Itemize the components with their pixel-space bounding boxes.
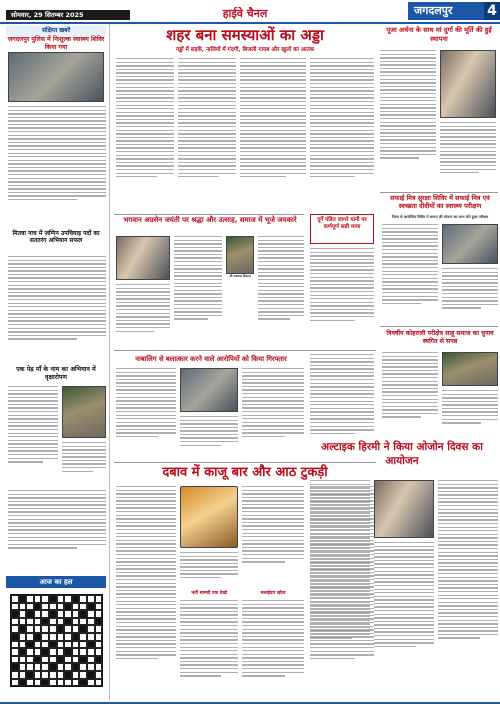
story3-body-right	[62, 442, 106, 484]
brief-headline: जगदलपुर पुलिस में निःशुल्क स्वास्थ्य शिविर किया गया	[7, 36, 105, 51]
right-story1-body-col2	[440, 122, 496, 188]
agrasen-photo-caption: श्री अग्रवाल विकास	[229, 274, 251, 278]
story3-photo	[62, 386, 106, 438]
main-body-col2	[178, 58, 236, 208]
story3-photo-main	[180, 368, 238, 412]
brand-title: हाईवे चैनल	[222, 7, 268, 20]
story4-box-label: भर्ती सामग्री एक देखो	[190, 591, 228, 596]
sahu-samaj-photo	[442, 352, 498, 386]
story5-body-col3	[438, 480, 498, 676]
story4-body-col3b	[242, 600, 304, 700]
brief-photo	[8, 52, 104, 102]
quiz-title: आज का हल	[6, 576, 106, 588]
story4-body-col1	[116, 486, 176, 700]
story3-body-col3	[242, 368, 304, 458]
divider	[380, 326, 498, 327]
brief-body	[8, 106, 106, 226]
main-headline: शहर बना समस्याओं का अड्डा	[166, 26, 324, 44]
main-subheadline: गड्ढों में सड़कें, नालियों में गंदगी, बिजली गायब और खुलों का आतंक	[175, 47, 315, 53]
left-column	[4, 24, 110, 700]
side-body	[310, 248, 374, 346]
agrasen-photo	[116, 236, 170, 280]
story2-body	[8, 256, 106, 364]
story3-headline: एक पेड़ माँ के नाम का अभियान में वृक्षारोपण	[16, 366, 96, 381]
divider	[114, 214, 304, 215]
main-body-col3	[240, 58, 306, 208]
story3-body-col2	[180, 416, 238, 458]
durga-idol-photo	[440, 50, 496, 118]
side-quote-box: दूर्गे पंडित जागरे यांनी पर कर्णपूर्ण सन्नी माया	[310, 214, 374, 244]
right-story2-headline: सफाई मित्र सुरक्षा शिविर में सफाई मित्र एवं स्वच्छता दीदीयों का स्वास्थ्य परीक्षण	[390, 194, 490, 210]
agrasen-photo-small	[226, 236, 254, 274]
page-number: 4	[484, 2, 500, 20]
story4-body-col2b	[180, 600, 238, 700]
story2-body-col3	[258, 236, 304, 346]
main-body-col4	[310, 58, 374, 208]
story2-headline-main: भगवान अग्रसेन जयंती पर श्रद्धा और उत्साह, समाज में भूजे जयकारे	[123, 216, 297, 224]
right-story3-body-col1	[382, 352, 438, 436]
main-body-col1	[116, 58, 174, 208]
issue-date: सोमवार, 29 सितम्बर 2025	[6, 10, 130, 20]
divider	[380, 192, 498, 193]
story3-headline-main: नाबालिग से बलात्कार करने वाले आरोपियों को किया गिरफ्तार	[135, 355, 287, 363]
story3-body-cont	[8, 490, 106, 570]
city-edition: जगदलपुर	[408, 2, 500, 20]
story3-body-col1	[116, 368, 176, 458]
story5-body-col1	[310, 480, 370, 676]
ozone-day-photo	[374, 480, 434, 538]
right-story1-headline: पूजा अर्चना के साथ मां दुर्गा की मूर्ति की हुई स्थापना	[386, 26, 492, 43]
story3-body	[8, 386, 58, 486]
story4-headline: दबाव में काजू बार और आठ टुकड़ी	[162, 465, 328, 480]
right-story2-body-col1	[382, 224, 438, 324]
divider	[114, 350, 376, 351]
right-story2-sub: नियम से आयोजित शिविर में शासन की योजना का लाभ दोने हुआ परीक्षण	[391, 215, 489, 219]
right-story3-body-col2	[442, 390, 498, 436]
crossword-grid	[10, 594, 103, 687]
story2-headline: मितवा नाच में जग्गिन उपचियाइ पदों का सततरंग अभियान सफल	[12, 230, 100, 244]
right-story1-body-col1	[380, 50, 436, 188]
footer-rule	[0, 702, 500, 704]
dry-fruits-photo	[180, 486, 238, 548]
health-camp-photo	[442, 224, 498, 264]
story2-body-col2	[174, 236, 222, 346]
story5-headline: अल्टाइक हिरमी ने किया ओजोन दिवस का आयोजन	[321, 441, 483, 467]
story5-body-col2	[374, 542, 434, 676]
story4-body-col2	[180, 552, 238, 588]
story4-body-col3	[242, 486, 304, 586]
brief-section-title: संक्षिप्त खबरें	[6, 26, 106, 36]
story2-body-col1	[116, 284, 170, 346]
right-story3-headline: त्रिवर्षीय कोहराली परीक्षेत्र साहू समाज का चुनाव स्थगित से सपन्न	[386, 330, 494, 345]
right-story2-body-col2	[442, 268, 498, 324]
story4-box2-label: मलाईदार खोज	[260, 591, 286, 596]
